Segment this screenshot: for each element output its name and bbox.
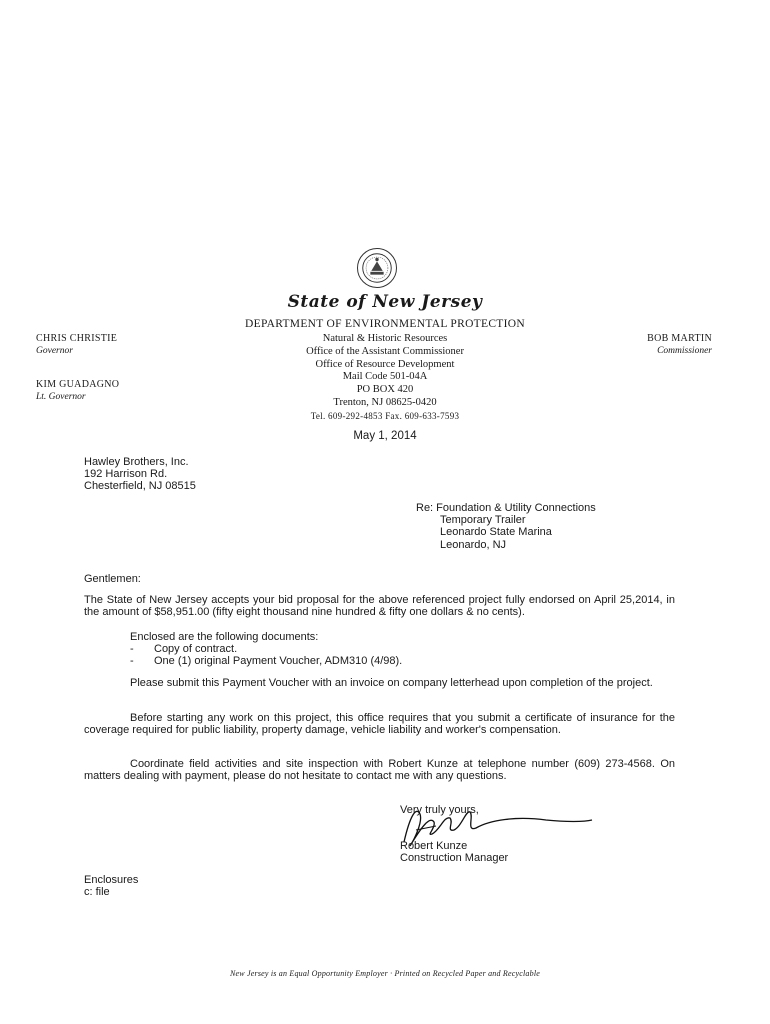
paragraph-acceptance: The State of New Jersey accepts your bid proposal for the above referenced project fully endorsed on April 25,2014, in the amount of $58,951.00 (fifty eight thousand nine hundred & fifty one dollars & no cents). (84, 594, 675, 619)
signer-name: Robert Kunze (400, 840, 468, 852)
state-seal-icon (357, 248, 397, 288)
paragraph-voucher: Please submit this Payment Voucher with an invoice on company letterhead upon completion of the project. (130, 677, 653, 689)
re-line: Leonardo, NJ (440, 538, 507, 551)
lt-governor-name: KIM GUADAGNO (36, 379, 120, 390)
department-name: DEPARTMENT OF ENVIRONMENTAL PROTECTION (245, 318, 525, 330)
office-address (0, 333, 770, 423)
footer-note: New Jersey is an Equal Opportunity Employer · Printed on Recycled Paper and Recyclable (229, 969, 540, 978)
document-item: Copy of contract. (154, 643, 238, 655)
re-block (416, 502, 596, 551)
state-name: State of New Jersey (287, 292, 483, 312)
paragraph-coordination: Coordinate field activities and site inspection with Robert Kunze at telephone number (609) 273-4568. On matters dealing with payment, please do not hesitate to contact me with any questions. (84, 758, 675, 783)
salutation: Gentlemen: (84, 573, 141, 585)
recipient-line: Hawley Brothers, Inc. (84, 456, 189, 468)
tel-fax: Tel. 609-292-4853 Fax. 609-633-7593 (310, 410, 460, 421)
enclosures-block (84, 874, 138, 898)
document-item: One (1) original Payment Voucher, ADM310 (4/98). (154, 655, 403, 668)
signer-title: Construction Manager (400, 852, 509, 865)
office-name-1: Office of the Assistant Commissioner (306, 345, 464, 357)
recipient-line: Chesterfield, NJ 08515 (84, 480, 196, 493)
list-item: - One (1) original Payment Voucher, ADM310 (4/98). (130, 655, 403, 668)
city-line: Trenton, NJ 08625-0420 (333, 396, 437, 408)
closing: Very truly yours, (400, 804, 479, 816)
division-name: Natural & Historic Resources (322, 333, 448, 344)
enclosed-intro: Enclosed are the following documents: (130, 631, 319, 643)
cc-line: c: file (84, 886, 110, 899)
enclosures-label: Enclosures (84, 874, 139, 886)
commissioner-name: BOB MARTIN (647, 333, 712, 344)
lt-governor-title: Lt. Governor (36, 392, 86, 402)
governor-title: Governor (36, 346, 73, 356)
list-item: - Copy of contract. (130, 643, 238, 655)
re-line: Temporary Trailer (440, 514, 526, 527)
signer-block (400, 840, 508, 864)
documents-list (130, 643, 402, 667)
office-name-2: Office of Resource Development (315, 358, 455, 370)
letter-date: May 1, 2014 (353, 430, 417, 442)
mail-code: Mail Code 501-04A (342, 371, 428, 383)
governor-name: CHRIS CHRISTIE (36, 333, 118, 344)
recipient-address (84, 456, 196, 493)
re-line: Leonardo State Marina (440, 526, 552, 539)
po-box: PO BOX 420 (356, 384, 414, 396)
recipient-line: 192 Harrison Rd. (84, 468, 168, 481)
paragraph-insurance: Before starting any work on this project, this office requires that you submit a certificate of insurance for the coverage required for public liability, property damage, vehicle liability and worker's compensation. (84, 712, 675, 737)
re-label: Re: Foundation & Utility Connections (416, 502, 596, 514)
commissioner-title: Commissioner (657, 346, 712, 356)
